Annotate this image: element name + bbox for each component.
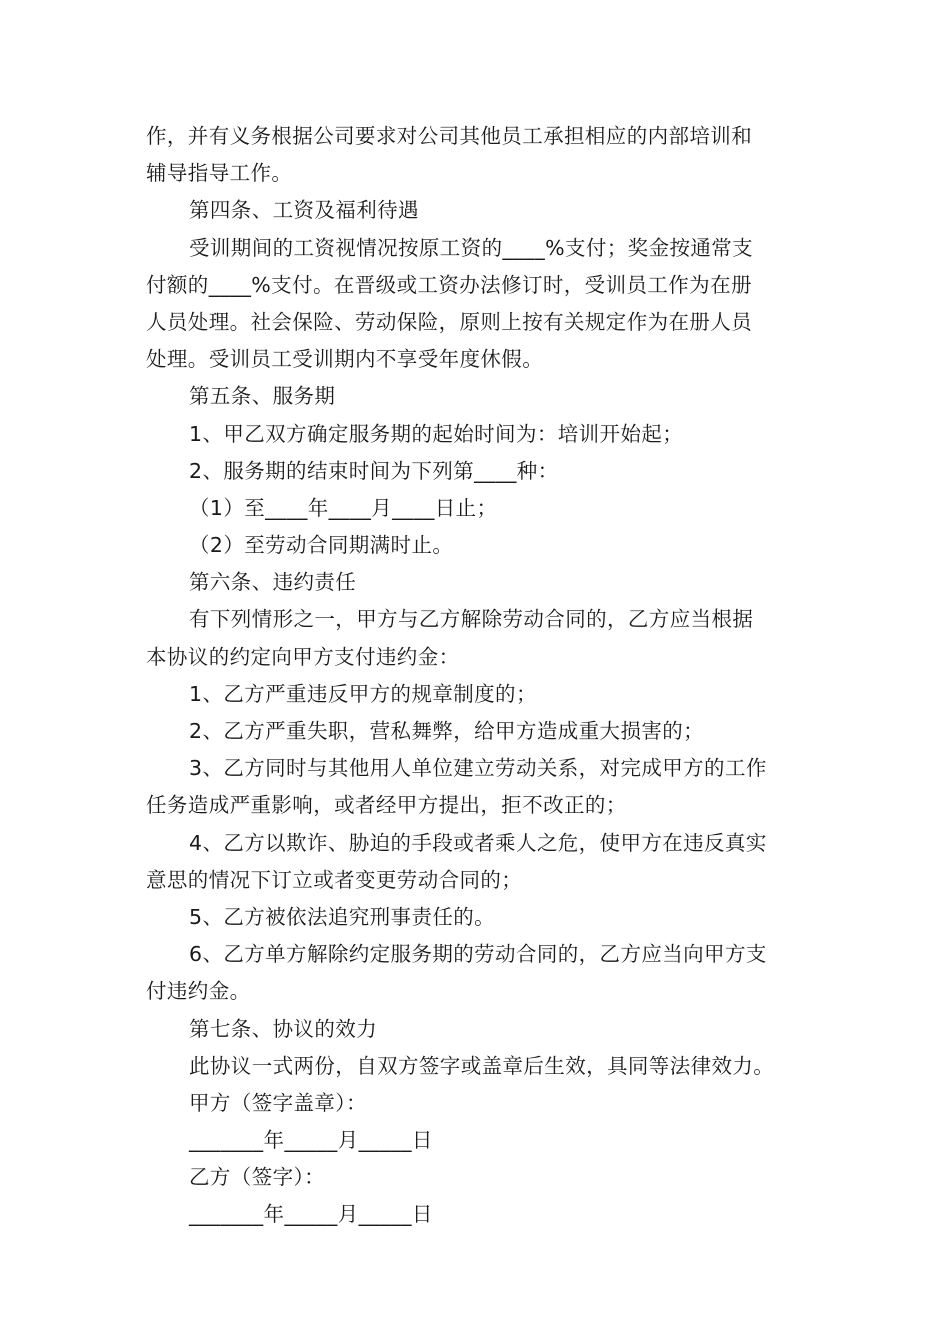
list-item: 5、乙方被依法追究刑事责任的。 (189, 904, 496, 929)
party-a-signature-label: 甲方（签字盖章）： (189, 1090, 367, 1115)
party-b-date-line: _______年_____月_____日 (189, 1202, 433, 1227)
list-item: 6、乙方单方解除约定服务期的劳动合同的，乙方应当向甲方支 (189, 942, 767, 967)
list-item: 1、甲乙双方确定服务期的起始时间为：培训开始起； (189, 421, 684, 446)
list-item: 4、乙方以欺诈、胁迫的手段或者乘人之危，使甲方在违反真实 (189, 830, 767, 855)
section-heading-5: 第五条、服务期 (189, 384, 336, 409)
section-heading-7: 第七条、协议的效力 (189, 1016, 378, 1041)
paragraph-line: 受训期间的工资视情况按原工资的____%支付；奖金按通常支 (189, 235, 754, 260)
party-b-signature-label: 乙方（签字）： (189, 1165, 326, 1190)
list-item-continuation: 任务造成严重影响，或者经甲方提出，拒不改正的； (146, 793, 627, 818)
sub-list-item: （2）至劳动合同期满时止。 (189, 533, 454, 558)
list-item: 2、乙方严重失职，营私舞弊，给甲方造成重大损害的； (189, 719, 705, 743)
paragraph-line: 辅导指导工作。 (146, 161, 293, 186)
sub-list-item: （1）至____年____月____日止； (189, 495, 498, 520)
list-item-continuation: 付违约金。 (146, 979, 251, 1004)
paragraph-line: 付额的____%支付。在晋级或工资办法修订时，受训员工作为在册 (146, 272, 752, 297)
section-heading-6: 第六条、违约责任 (189, 570, 357, 595)
document-body (146, 118, 816, 1234)
paragraph-line: 此协议一式两份，自双方签字或盖章后生效，具同等法律效力。 (189, 1053, 775, 1078)
list-item: 2、服务期的结束时间为下列第____种： (189, 458, 559, 483)
paragraph-line: 作，并有义务根据公司要求对公司其他员工承担相应的内部培训和 (146, 124, 753, 148)
paragraph-line: 人员处理。社会保险、劳动保险，原则上按有关规定作为在册人员 (146, 309, 753, 334)
section-heading-4: 第四条、工资及福利待遇 (189, 198, 419, 223)
paragraph-line: 处理。受训员工受训期内不享受年度休假。 (146, 347, 544, 372)
paragraph-line: 有下列情形之一，甲方与乙方解除劳动合同的，乙方应当根据 (189, 607, 754, 632)
paragraph-line: 本协议的约定向甲方支付违约金： (146, 644, 460, 669)
party-a-date-line: _______年_____月_____日 (189, 1128, 433, 1153)
list-item: 1、乙方严重违反甲方的规章制度的； (189, 681, 537, 706)
list-item: 3、乙方同时与其他用人单位建立劳动关系，对完成甲方的工作 (189, 756, 767, 781)
list-item-continuation: 意思的情况下订立或者变更劳动合同的； (146, 867, 523, 892)
